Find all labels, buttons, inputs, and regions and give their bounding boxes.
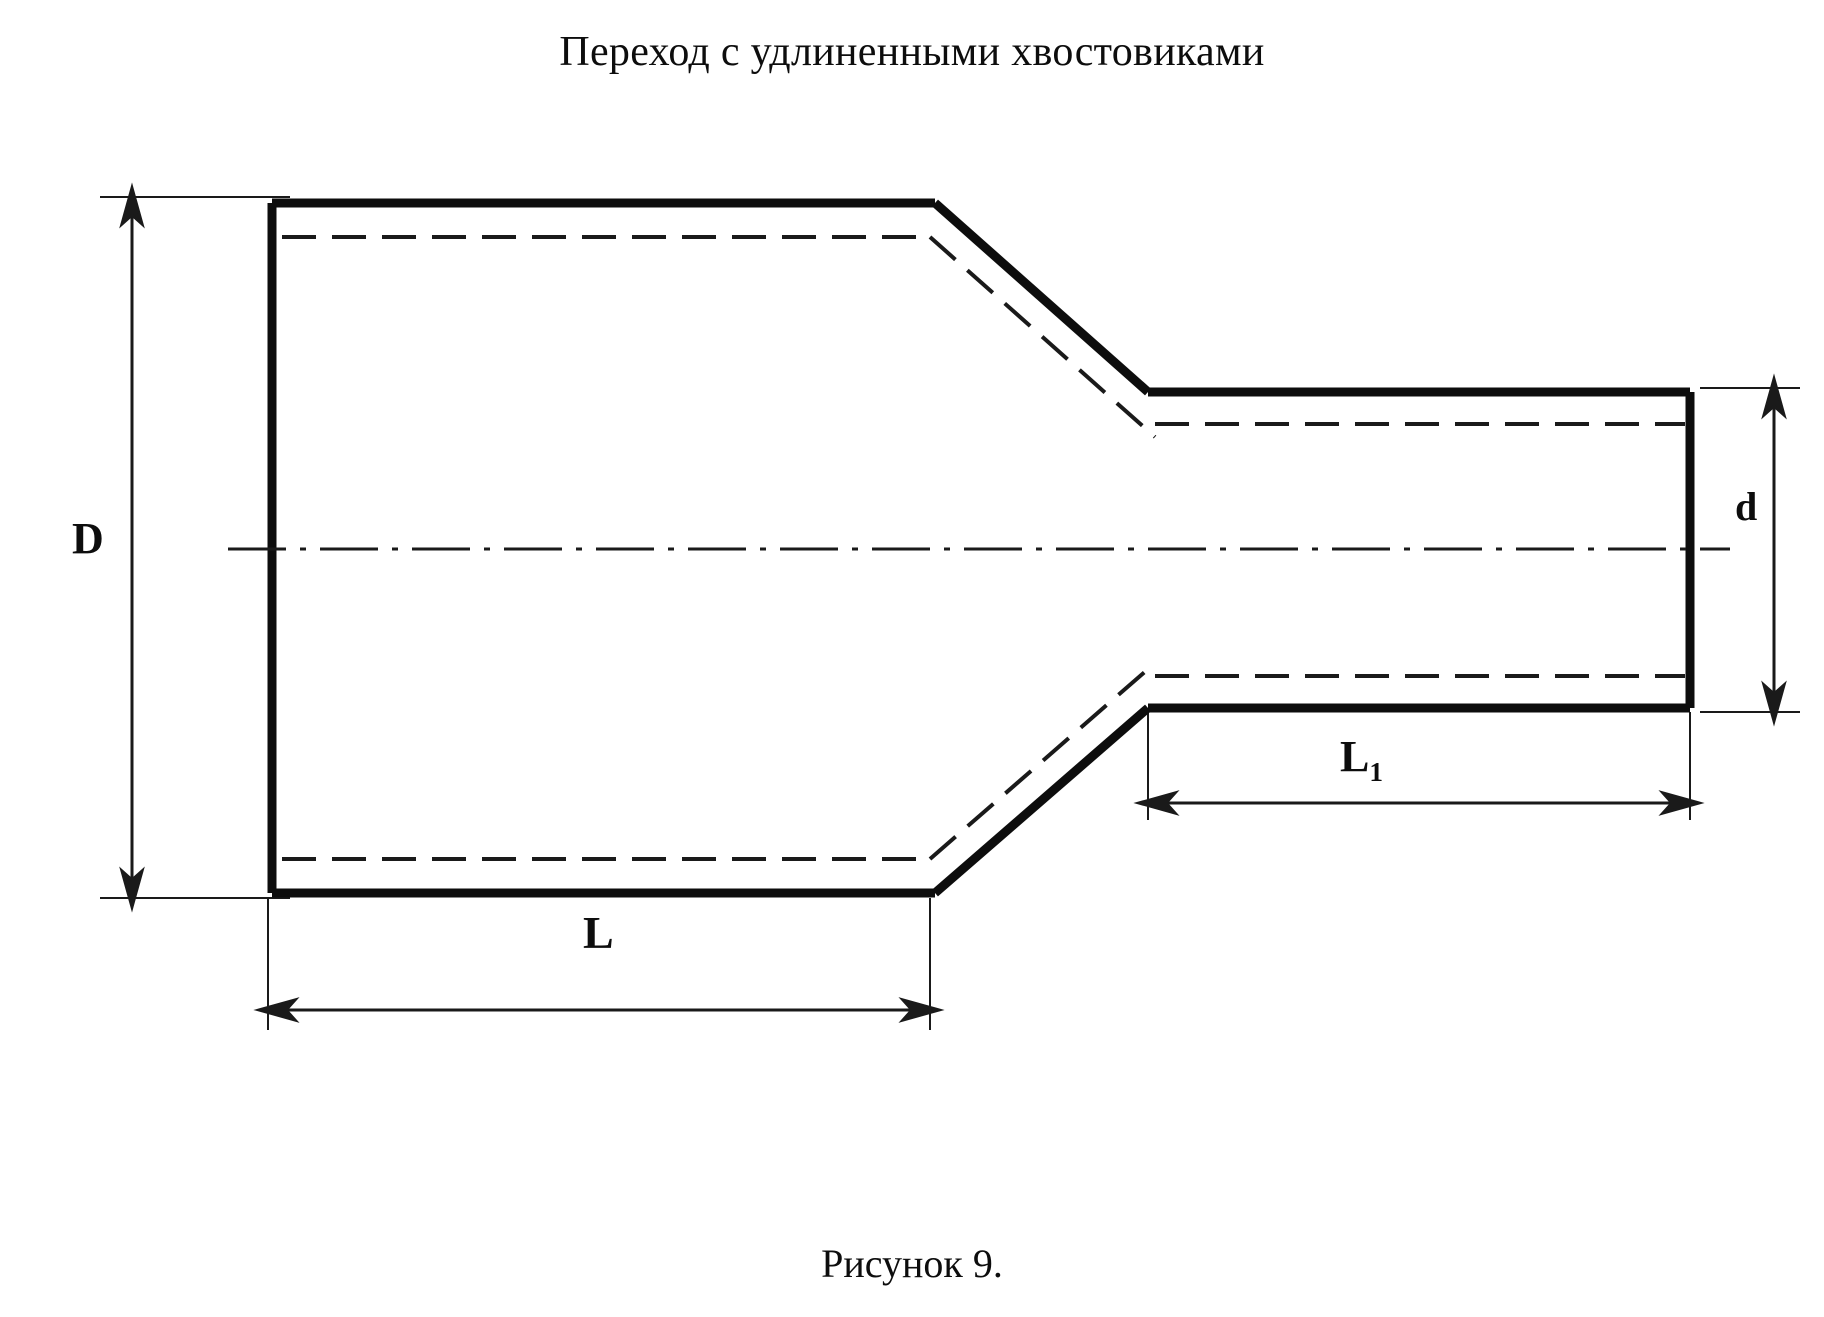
label-diameter-D: D xyxy=(72,514,104,563)
label-length-L1-base: L xyxy=(1340,732,1370,781)
figure-title: Переход с удлиненными хвостовиками xyxy=(559,29,1265,75)
label-diameter-d: d xyxy=(1735,484,1758,529)
label-length-L1-subscript: 1 xyxy=(1369,756,1383,787)
figure-caption: Рисунок 9. xyxy=(821,1241,1003,1286)
witness-lines xyxy=(100,197,1800,1030)
label-length-L: L xyxy=(583,907,614,958)
dimension-D xyxy=(122,188,142,907)
dimension-L xyxy=(259,1000,939,1020)
dimension-L1 xyxy=(1139,793,1699,813)
dimension-d xyxy=(1764,379,1784,721)
label-length-L1 xyxy=(1340,732,1383,787)
